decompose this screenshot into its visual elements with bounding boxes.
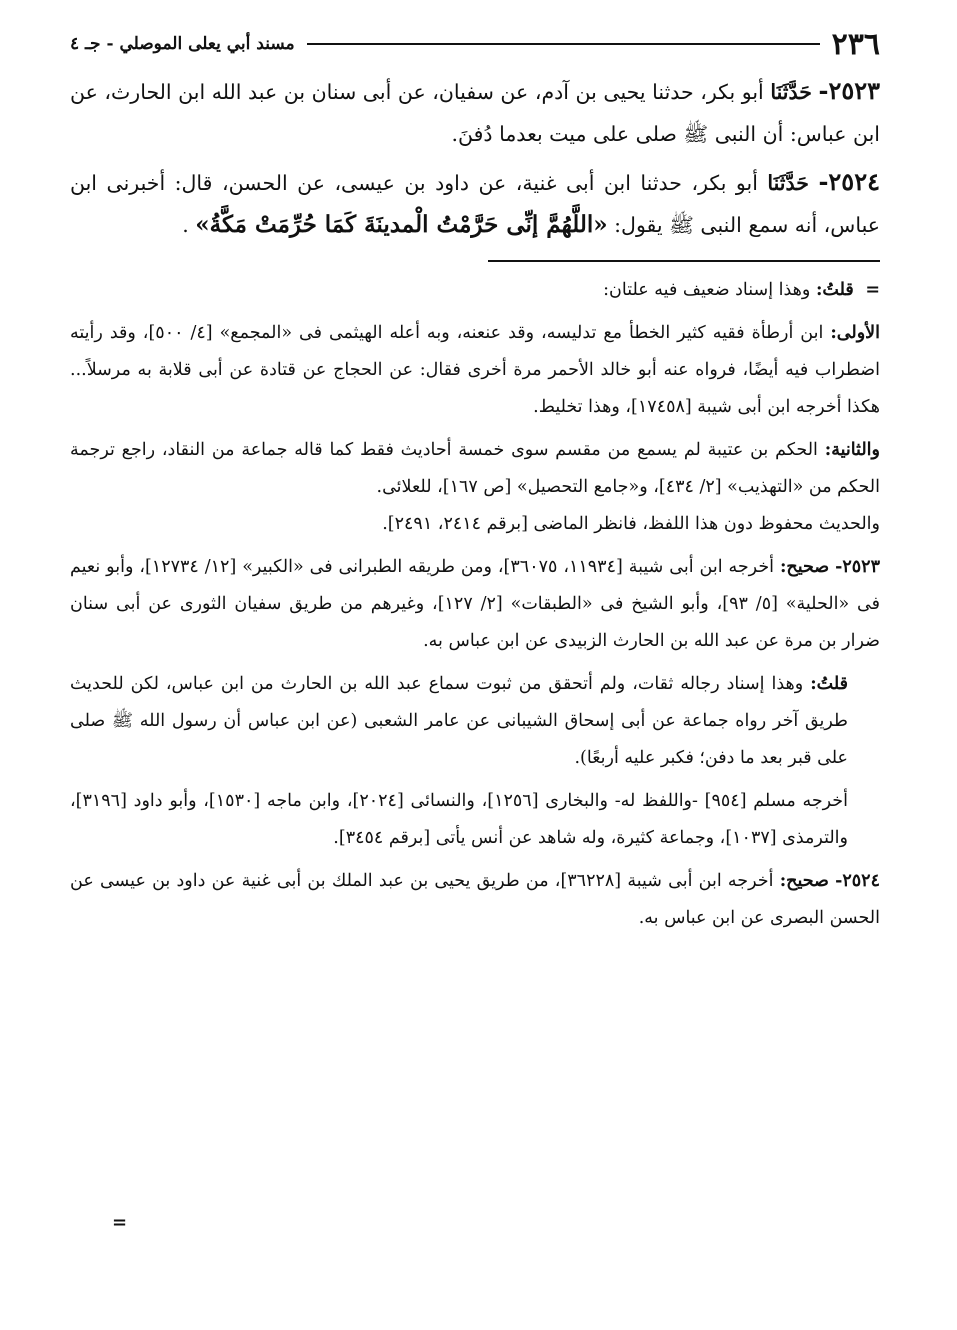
footnote-divider <box>488 260 880 262</box>
note-lead: قلتُ: <box>810 674 848 694</box>
hadith-2523 <box>70 70 880 155</box>
note-2523 <box>70 549 880 660</box>
hadith-2524 <box>70 161 880 246</box>
note-first-defect <box>70 315 880 426</box>
running-title: مسند أبي يعلى الموصلي - جـ ٤ <box>70 34 295 54</box>
page-header <box>70 18 880 70</box>
note-number: ٢٥٢٣- <box>835 557 880 577</box>
note-number: ٢٥٢٤- <box>835 871 880 891</box>
note-second-defect <box>70 432 880 543</box>
hadith-number: ٢٥٢٤- <box>818 167 880 196</box>
continuation-mark-end: = <box>112 1212 128 1233</box>
note-text: والحديث محفوظ دون هذا اللفظ، فانظر الماضى [برقم ٢٤١٤، ٢٤٩١]. <box>382 514 880 534</box>
hadith-tail: . <box>182 213 189 237</box>
hadith-opening: حَدَّثَنَا <box>767 171 809 195</box>
page-number: ٢٣٦ <box>831 26 880 62</box>
note-lead: الأولى: <box>830 323 880 343</box>
note-text: الحكم بن عتيبة لم يسمع من مقسم سوى خمسة أحاديث فقط كما قاله جماعة من النقاد، راجع ترجمة الحكم من «التهذيب» [٢/ ٤٣٤]، و«جامع التحصيل» [ص ١٦٧]، للعلائى. <box>70 440 880 497</box>
note-lead: صحيح: <box>779 557 830 577</box>
note-qultu <box>70 272 880 309</box>
note-lead: والثانية: <box>824 440 880 460</box>
note-text: ابن أرطأة فقيه كثير الخطأ مع تدليسه، وقد عنعنه، وبه أعله الهيثمى فى «المجمع» [٤/ ٥٠٠]، وقد رأيته اضطراب فيه أيضًا، فرواه عنه أبو خالد الأحمر مرة أخرى فقال: عن الحجاج عن قتادة عن أبى قلابة به مرسلاً... هكذا أخرجه ابن أبى شيبة [١٧٤٥٨]، وهذا تخليط. <box>70 323 880 417</box>
hadith-matn: «اللَّهُمَّ إنِّى حَرَّمْتُ الْمدينَةَ كَمَا حُرِّمَتْ مَكَّةُ» <box>195 211 608 238</box>
page <box>70 18 880 943</box>
hadith-number: ٢٥٢٣- <box>818 76 880 105</box>
header-rule <box>307 43 820 45</box>
note-text: أخرجه مسلم [٩٥٤] -واللفظ له- والبخارى [١٢٥٦]، والنسائى [٢٠٢٤]، وابن ماجه [١٥٣٠]، وأبو داود [٣١٩٦]، والترمذى [١٠٣٧]، وجماعة كثيرة، وله شاهد عن أنس يأتى [برقم ٣٤٥٤]. <box>70 791 848 848</box>
hadith-text: أبو بكر، حدثنا ابن أبى غنية، عن داود بن عيسى، عن الحسن، قال: أخبرنى ابن عباس، أنه سمع النبى ﷺ يقول: <box>70 171 880 237</box>
note-2523-qultu <box>70 666 880 777</box>
note-lead: صحيح: <box>779 871 829 891</box>
hadith-opening: حَدَّثَنَا <box>770 80 812 104</box>
note-text: أخرجه ابن أبى شيبة [١١٩٣٤، ٣٦٠٧٥]، ومن طريقه الطبرانى فى «الكبير» [١٢/ ١٢٧٣٤]، وأبو نعيم فى «الحلية» [٥/ ٩٣]، وأبو الشيخ فى «الطبقات» [٢/ ١٢٧]، وغيرهم من طريق سفيان الثورى عن أبى سنان ضرار بن مرة عن عبد الله بن الحارث الزبيدى عن ابن عباس به. <box>70 557 880 651</box>
note-text: أخرجه ابن أبى شيبة [٣٦٢٢٨]، من طريق يحيى بن عبد الملك بن أبى غنية عن داود بن عيسى عن الحسن البصرى عن ابن عباس به. <box>70 871 880 928</box>
note-text: وهذا إسناد ضعيف فيه علتان: <box>603 280 811 300</box>
note-text: وهذا إسناد رجاله ثقات، ولم أتحقق من ثبوت سماع عبد الله بن الحارث من ابن عباس، لكن للحديث طريق آخر رواه جماعة عن أبى إسحاق الشيبانى عن عامر الشعبى (عن ابن عباس أن رسول الله ﷺ صلى على قبر بعد ما دفن؛ فكبر عليه أربعًا). <box>70 674 848 768</box>
hadith-text: أبو بكر، حدثنا يحيى بن آدم، عن سفيان، عن أبى سنان بن عبد الله ابن الحارث، عن ابن عباس: أن النبى ﷺ صلى على ميت بعدما دُفنَ. <box>70 80 880 146</box>
note-2524 <box>70 863 880 937</box>
continuation-mark: = <box>865 280 880 300</box>
note-lead: قلتُ: <box>815 280 854 300</box>
note-2523-takhrij <box>70 783 880 857</box>
